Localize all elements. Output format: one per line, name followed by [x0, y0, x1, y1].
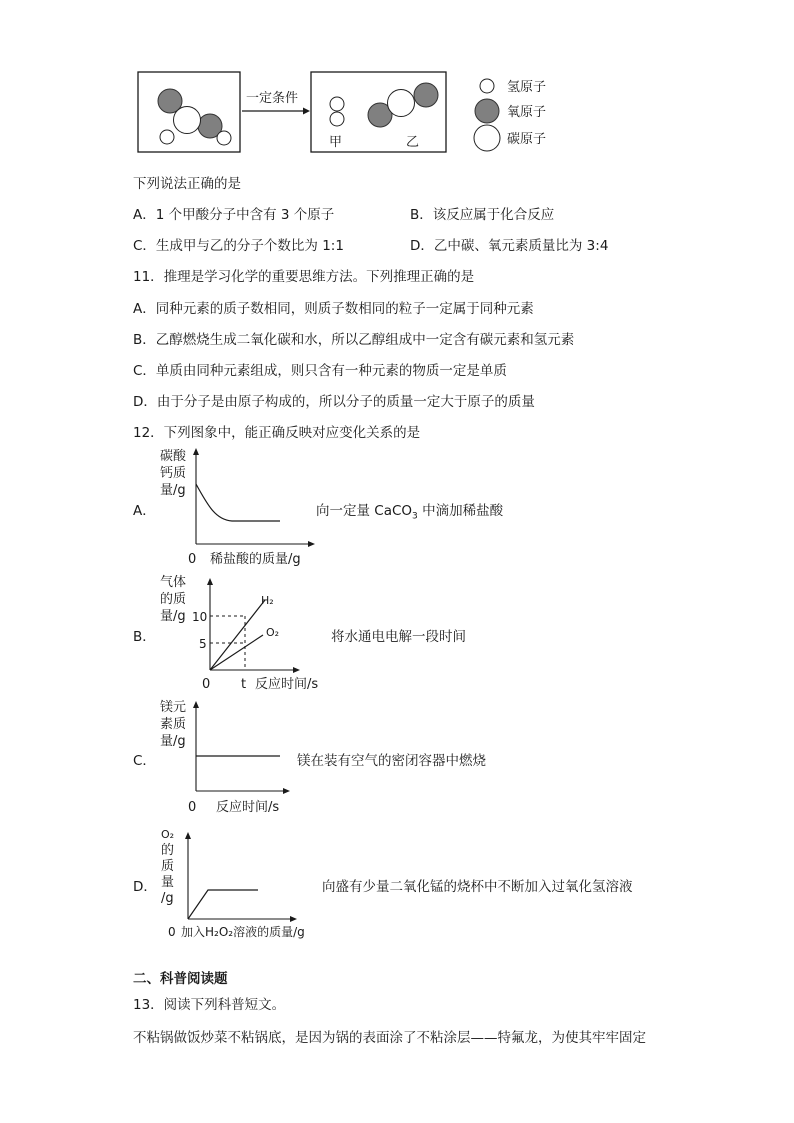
graph-d-letter: D． — [133, 879, 157, 895]
q12-stem: 12．下列图象中，能正确反映对应变化关系的是 — [133, 425, 421, 441]
reaction-condition: 一定条件 — [246, 91, 299, 106]
graph-b-xlabel: 反应时间/s — [255, 677, 319, 692]
q10-option-d: D．乙中碳、氧元素质量比为 3:4 — [410, 238, 609, 254]
graph-b-ylabel: 气体 — [160, 575, 187, 590]
graph-c-xlabel: 反应时间/s — [216, 800, 280, 815]
hydrogen-atom — [330, 112, 344, 126]
legend-oxygen-icon — [475, 99, 499, 123]
graph-b-ytick-10: 10 — [192, 610, 208, 624]
graph-a-xlabel: 稀盐酸的质量/g — [210, 552, 301, 567]
graph-d-ylabel: 量 — [161, 875, 175, 890]
graph-a-letter: A． — [133, 503, 156, 519]
arrow-head — [303, 108, 310, 115]
hydrogen-atom — [160, 130, 174, 144]
legend-carbon-label: 碳原子 — [507, 132, 547, 147]
hydrogen-atom — [217, 131, 231, 145]
graph-d-x-arrow — [290, 916, 297, 922]
graph-b-ytick-5: 5 — [199, 637, 207, 651]
reaction-figure — [130, 62, 570, 162]
graph-b-o2-label: O₂ — [266, 626, 280, 639]
q11-stem: 11．推理是学习化学的重要思维方法。下列推理正确的是 — [133, 269, 475, 285]
graph-d-y-arrow — [185, 832, 191, 839]
graph-c-letter: C． — [133, 753, 156, 769]
product-label-yi: 乙 — [406, 135, 420, 150]
legend-oxygen-label: 氧原子 — [507, 105, 547, 120]
graph-d-ylabel: O₂ — [161, 828, 175, 841]
q10-stem: 下列说法正确的是 — [133, 176, 241, 192]
graph-c-description: 镁在装有空气的密闭容器中燃烧 — [297, 753, 486, 769]
legend-carbon-icon — [474, 125, 500, 151]
oxygen-atom — [414, 83, 438, 107]
carbon-atom — [174, 107, 201, 134]
graph-a-x-arrow — [308, 541, 315, 547]
graph-c-ylabel: 量/g — [160, 734, 186, 749]
product-label-jia: 甲 — [329, 135, 343, 150]
graph-b-h2-label: H₂ — [261, 594, 274, 607]
q10-option-c: C．生成甲与乙的分子个数比为 1:1 — [133, 238, 344, 254]
graph-c-y-arrow — [193, 701, 199, 708]
graph-a-ylabel: 钙质 — [160, 466, 187, 481]
graph-c-origin: 0 — [188, 800, 197, 815]
graph-b-ylabel: 的质 — [160, 592, 187, 607]
graph-c-x-arrow — [283, 788, 290, 794]
graph-d-ylabel: /g — [161, 891, 174, 906]
graph-b-o2-line — [210, 635, 263, 670]
q13-stem: 13．阅读下列科普短文。 — [133, 997, 286, 1013]
graph-d-xlabel: 加入H₂O₂溶液的质量/g — [181, 925, 305, 939]
graph-b — [150, 570, 340, 695]
q11-option-b: B．乙醇燃烧生成二氧化碳和水，所以乙醇组成中一定含有碳元素和氢元素 — [133, 332, 575, 348]
graph-b-origin: 0 — [202, 677, 211, 692]
graph-b-h2-line — [210, 600, 265, 670]
graph-a-origin: 0 — [188, 552, 197, 567]
graph-c-ylabel: 镁元 — [160, 700, 187, 715]
graph-d-description: 向盛有少量二氧化锰的烧杯中不断加入过氧化氢溶液 — [322, 879, 633, 895]
q13-paragraph: 不粘锅做饭炒菜不粘锅底，是因为锅的表面涂了不粘涂层——特氟龙，为使其牢牢固定 — [133, 1030, 646, 1046]
graph-d-ylabel: 的 — [161, 843, 175, 858]
legend-hydrogen-label: 氢原子 — [507, 80, 547, 95]
legend-hydrogen-icon — [480, 79, 494, 93]
graph-d-origin: 0 — [168, 925, 176, 939]
graph-d — [150, 822, 330, 944]
graph-b-ylabel: 量/g — [160, 609, 186, 624]
graph-a-description: 向一定量 CaCO$_3$ 中滴加稀盐酸 — [316, 503, 504, 522]
graph-b-x-arrow — [293, 667, 300, 673]
section-2-heading: 二、科普阅读题 — [133, 971, 228, 987]
q11-option-c: C．单质由同种元素组成，则只含有一种元素的物质一定是单质 — [133, 363, 507, 379]
graph-b-y-arrow — [207, 578, 213, 585]
graph-a-ylabel: 碳酸 — [160, 449, 187, 464]
q11-option-a: A．同种元素的质子数相同，则质子数相同的粒子一定属于同种元素 — [133, 301, 534, 317]
q10-option-b: B．该反应属于化合反应 — [410, 207, 555, 223]
graph-a — [150, 442, 320, 572]
graph-b-description: 将水通电电解一段时间 — [331, 629, 466, 645]
graph-a-y-arrow — [193, 448, 199, 455]
graph-a-ylabel: 量/g — [160, 483, 186, 498]
q10-option-a: A．1 个甲酸分子中含有 3 个原子 — [133, 207, 335, 223]
q11-option-d: D．由于分子是由原子构成的，所以分子的质量一定大于原子的质量 — [133, 394, 535, 410]
graph-a-curve — [196, 484, 280, 521]
graph-c — [150, 693, 300, 818]
graph-d-curve — [188, 890, 258, 919]
hydrogen-atom — [330, 97, 344, 111]
graph-c-ylabel: 素质 — [160, 717, 187, 732]
carbon-atom — [388, 90, 415, 117]
graph-d-ylabel: 质 — [161, 859, 175, 874]
graph-b-xtick-t: t — [241, 677, 247, 692]
graph-b-letter: B． — [133, 629, 156, 645]
